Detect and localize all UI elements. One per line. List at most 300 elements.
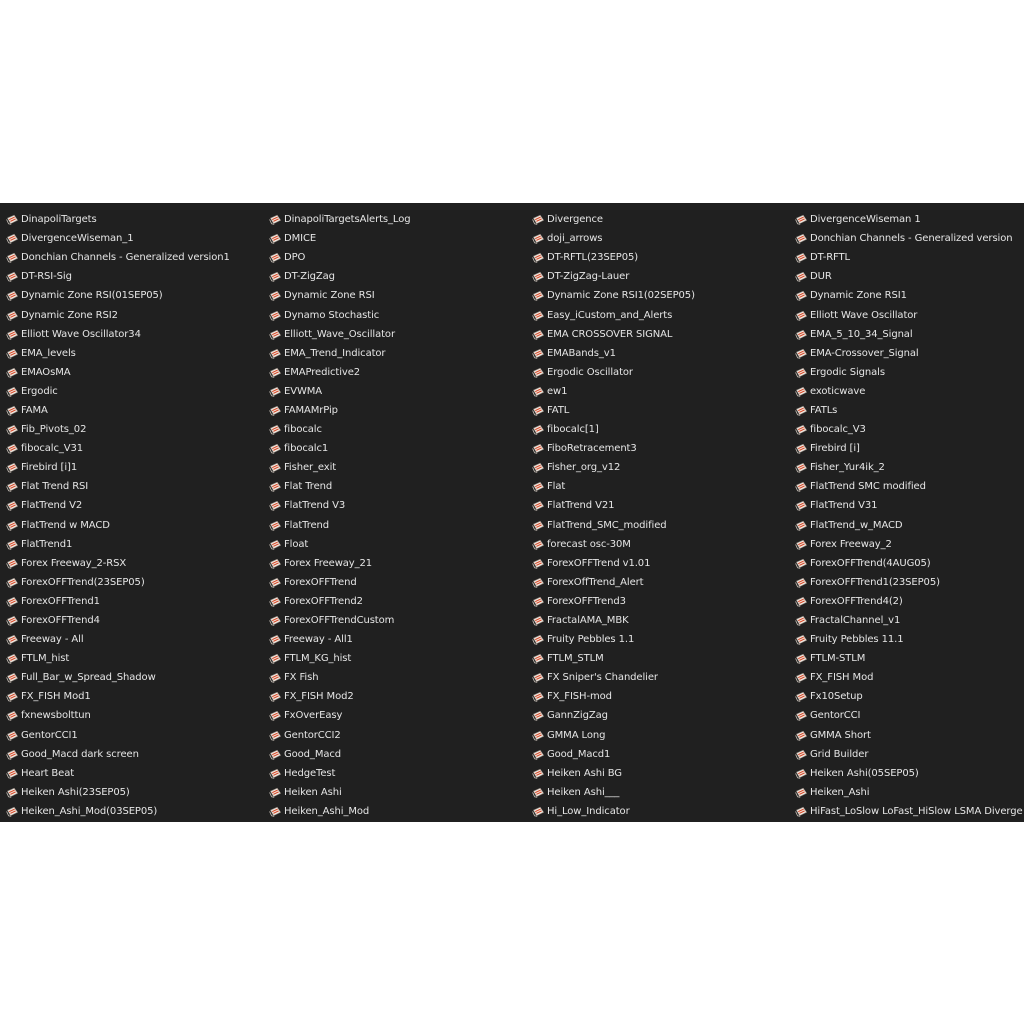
file-item[interactable] bbox=[532, 573, 795, 592]
file-item[interactable] bbox=[6, 668, 269, 687]
mq4-file-icon bbox=[269, 405, 282, 416]
file-item[interactable] bbox=[6, 726, 269, 745]
mq4-file-icon bbox=[795, 462, 808, 473]
file-item[interactable] bbox=[795, 286, 1024, 305]
mq4-file-icon bbox=[795, 806, 808, 817]
file-name: DinapoliTargets bbox=[21, 214, 97, 226]
file-item[interactable] bbox=[6, 706, 269, 725]
file-name: Ergodic Signals bbox=[810, 366, 885, 378]
mq4-file-icon bbox=[532, 405, 545, 416]
mq4-file-icon bbox=[6, 672, 19, 683]
file-name: Good_Macd dark screen bbox=[21, 748, 139, 760]
file-item[interactable] bbox=[532, 477, 795, 496]
file-item[interactable] bbox=[532, 305, 795, 324]
file-name: GentorCCI1 bbox=[21, 729, 78, 741]
mq4-file-icon bbox=[6, 310, 19, 321]
file-item[interactable] bbox=[6, 458, 269, 477]
file-name: ForexOFFTrend v1.01 bbox=[547, 557, 651, 569]
file-name: FlatTrend V21 bbox=[547, 500, 615, 512]
file-name: GannZigZag bbox=[547, 710, 608, 722]
file-name: ForexOFFTrend1 bbox=[21, 595, 100, 607]
file-item[interactable] bbox=[269, 764, 532, 783]
file-item[interactable] bbox=[795, 363, 1024, 382]
file-item[interactable] bbox=[795, 554, 1024, 573]
file-item[interactable] bbox=[795, 496, 1024, 515]
file-item[interactable] bbox=[795, 516, 1024, 535]
mq4-file-icon bbox=[269, 233, 282, 244]
mq4-file-icon bbox=[6, 768, 19, 779]
file-item[interactable] bbox=[532, 706, 795, 725]
mq4-file-icon bbox=[795, 768, 808, 779]
file-name: Freeway - All1 bbox=[284, 634, 353, 646]
mq4-file-icon bbox=[269, 481, 282, 492]
mq4-file-icon bbox=[6, 749, 19, 760]
mq4-file-icon bbox=[269, 443, 282, 454]
mq4-file-icon bbox=[6, 252, 19, 263]
file-item[interactable] bbox=[795, 305, 1024, 324]
file-name: EMA_Trend_Indicator bbox=[284, 347, 386, 359]
mq4-file-icon bbox=[269, 710, 282, 721]
mq4-file-icon bbox=[532, 233, 545, 244]
file-item[interactable] bbox=[269, 458, 532, 477]
mq4-file-icon bbox=[6, 481, 19, 492]
mq4-file-icon bbox=[269, 329, 282, 340]
file-item[interactable] bbox=[6, 687, 269, 706]
mq4-file-icon bbox=[6, 691, 19, 702]
mq4-file-icon bbox=[795, 596, 808, 607]
file-name: forecast osc-30M bbox=[547, 538, 631, 550]
mq4-file-icon bbox=[532, 787, 545, 798]
mq4-file-icon bbox=[795, 691, 808, 702]
file-item[interactable] bbox=[269, 267, 532, 286]
file-name: FX_FISH Mod1 bbox=[21, 691, 91, 703]
mq4-file-icon bbox=[6, 539, 19, 550]
mq4-file-icon bbox=[532, 539, 545, 550]
file-item[interactable] bbox=[532, 210, 795, 229]
mq4-file-icon bbox=[532, 577, 545, 588]
file-item[interactable] bbox=[795, 229, 1024, 248]
file-name: HiFast_LoSlow LoFast_HiSlow LSMA Diverge bbox=[810, 805, 1023, 817]
mq4-file-icon bbox=[532, 615, 545, 626]
file-name: DT-RFTL(23SEP05) bbox=[547, 252, 639, 264]
mq4-file-icon bbox=[795, 348, 808, 359]
file-item[interactable] bbox=[6, 802, 269, 821]
mq4-file-icon bbox=[532, 520, 545, 531]
file-name: Heart Beat bbox=[21, 767, 75, 779]
mq4-file-icon bbox=[795, 730, 808, 741]
mq4-file-icon bbox=[795, 634, 808, 645]
file-name: FX Fish bbox=[284, 672, 319, 684]
file-name: Good_Macd1 bbox=[547, 748, 611, 760]
file-item[interactable] bbox=[6, 325, 269, 344]
file-item[interactable] bbox=[6, 783, 269, 802]
file-item[interactable] bbox=[795, 477, 1024, 496]
file-name: Fisher_exit bbox=[284, 462, 337, 474]
file-item[interactable] bbox=[532, 649, 795, 668]
file-name: FX Sniper's Chandelier bbox=[547, 672, 658, 684]
file-item[interactable] bbox=[269, 344, 532, 363]
file-item[interactable] bbox=[269, 554, 532, 573]
file-item[interactable] bbox=[795, 649, 1024, 668]
file-item[interactable] bbox=[795, 439, 1024, 458]
file-name: Fx10Setup bbox=[810, 691, 863, 703]
mq4-file-icon bbox=[532, 290, 545, 301]
file-item[interactable] bbox=[532, 726, 795, 745]
mq4-file-icon bbox=[532, 558, 545, 569]
file-name: Heiken Ashi(23SEP05) bbox=[21, 786, 130, 798]
file-item[interactable] bbox=[532, 229, 795, 248]
file-item[interactable] bbox=[532, 344, 795, 363]
mq4-file-icon bbox=[6, 500, 19, 511]
mq4-file-icon bbox=[6, 348, 19, 359]
file-name: EMAOsMA bbox=[21, 366, 71, 378]
file-item[interactable] bbox=[269, 496, 532, 515]
file-item[interactable] bbox=[6, 611, 269, 630]
mq4-file-icon bbox=[532, 768, 545, 779]
file-item[interactable] bbox=[269, 286, 532, 305]
file-item[interactable] bbox=[532, 401, 795, 420]
file-item[interactable] bbox=[269, 649, 532, 668]
file-name: FATLs bbox=[810, 404, 838, 416]
file-item[interactable] bbox=[6, 286, 269, 305]
mq4-file-icon bbox=[532, 252, 545, 263]
file-item[interactable] bbox=[6, 363, 269, 382]
file-item[interactable] bbox=[269, 611, 532, 630]
file-item[interactable] bbox=[532, 420, 795, 439]
file-name: fibocalc1 bbox=[284, 443, 329, 455]
file-item[interactable] bbox=[6, 516, 269, 535]
file-item[interactable] bbox=[6, 305, 269, 324]
file-item[interactable] bbox=[532, 382, 795, 401]
mq4-file-icon bbox=[795, 290, 808, 301]
file-item[interactable] bbox=[532, 783, 795, 802]
file-item[interactable] bbox=[6, 210, 269, 229]
file-item[interactable] bbox=[269, 573, 532, 592]
file-item[interactable] bbox=[795, 401, 1024, 420]
file-name: EMA_levels bbox=[21, 347, 76, 359]
file-item[interactable] bbox=[269, 783, 532, 802]
file-item[interactable] bbox=[6, 439, 269, 458]
mq4-file-icon bbox=[795, 329, 808, 340]
file-item[interactable] bbox=[6, 573, 269, 592]
file-name: Dynamic Zone RSI bbox=[284, 290, 375, 302]
file-item[interactable] bbox=[269, 420, 532, 439]
file-name: DivergenceWiseman 1 bbox=[810, 214, 921, 226]
mq4-file-icon bbox=[795, 214, 808, 225]
file-name: GMMA Short bbox=[810, 729, 871, 741]
file-name: FractalChannel_v1 bbox=[810, 615, 901, 627]
file-item[interactable] bbox=[795, 592, 1024, 611]
file-item[interactable] bbox=[532, 439, 795, 458]
mq4-file-icon bbox=[6, 290, 19, 301]
mq4-file-icon bbox=[6, 577, 19, 588]
file-name: DivergenceWiseman_1 bbox=[21, 233, 134, 245]
file-item[interactable] bbox=[532, 516, 795, 535]
file-name: exoticwave bbox=[810, 385, 866, 397]
file-item[interactable] bbox=[795, 706, 1024, 725]
file-name: FTLM_hist bbox=[21, 653, 70, 665]
file-item[interactable] bbox=[269, 630, 532, 649]
file-item[interactable] bbox=[6, 401, 269, 420]
mq4-file-icon bbox=[6, 596, 19, 607]
mq4-file-icon bbox=[532, 386, 545, 397]
file-item[interactable] bbox=[532, 496, 795, 515]
file-item[interactable] bbox=[6, 649, 269, 668]
file-item[interactable] bbox=[269, 325, 532, 344]
file-item[interactable] bbox=[269, 745, 532, 764]
file-item[interactable] bbox=[532, 458, 795, 477]
file-item[interactable] bbox=[6, 630, 269, 649]
file-name: DMICE bbox=[284, 233, 317, 245]
file-item[interactable] bbox=[269, 592, 532, 611]
mq4-file-icon bbox=[269, 500, 282, 511]
mq4-file-icon bbox=[795, 615, 808, 626]
mq4-file-icon bbox=[269, 539, 282, 550]
mq4-file-icon bbox=[269, 634, 282, 645]
file-name: Fisher_Yur4ik_2 bbox=[810, 462, 885, 474]
file-name: GMMA Long bbox=[547, 729, 606, 741]
file-name: FX_FISH Mod bbox=[810, 672, 874, 684]
file-item[interactable] bbox=[532, 286, 795, 305]
file-name: fibocalc_V3 bbox=[810, 424, 866, 436]
file-item[interactable] bbox=[6, 344, 269, 363]
file-name: GentorCCI2 bbox=[284, 729, 341, 741]
file-name: FATL bbox=[547, 404, 570, 416]
file-item[interactable] bbox=[269, 305, 532, 324]
mq4-file-icon bbox=[532, 367, 545, 378]
mq4-file-icon bbox=[269, 252, 282, 263]
mq4-file-icon bbox=[795, 233, 808, 244]
file-name: FTLM_KG_hist bbox=[284, 653, 352, 665]
file-name: Firebird [i] bbox=[810, 443, 860, 455]
file-item[interactable] bbox=[795, 420, 1024, 439]
mq4-file-icon bbox=[532, 806, 545, 817]
mq4-file-icon bbox=[269, 348, 282, 359]
file-name: FAMA bbox=[21, 404, 48, 416]
mq4-file-icon bbox=[795, 443, 808, 454]
mq4-file-icon bbox=[795, 558, 808, 569]
file-name: Dynamic Zone RSI1(02SEP05) bbox=[547, 290, 695, 302]
file-item[interactable] bbox=[269, 229, 532, 248]
file-name: DT-RFTL bbox=[810, 252, 851, 264]
file-name: Hi_Low_Indicator bbox=[547, 805, 630, 817]
file-name: Forex Freeway_2 bbox=[810, 538, 892, 550]
file-name: Heiken_Ashi_Mod bbox=[284, 805, 370, 817]
file-item[interactable] bbox=[532, 363, 795, 382]
mq4-file-icon bbox=[795, 500, 808, 511]
file-item[interactable] bbox=[795, 267, 1024, 286]
file-name: Heiken Ashi___ bbox=[547, 786, 620, 798]
mq4-file-icon bbox=[269, 577, 282, 588]
mq4-file-icon bbox=[6, 367, 19, 378]
file-item[interactable] bbox=[6, 535, 269, 554]
file-item[interactable] bbox=[795, 382, 1024, 401]
file-item[interactable] bbox=[6, 248, 269, 267]
file-item[interactable] bbox=[269, 477, 532, 496]
file-item[interactable] bbox=[532, 630, 795, 649]
file-item[interactable] bbox=[269, 726, 532, 745]
file-item[interactable] bbox=[532, 687, 795, 706]
mq4-file-icon bbox=[269, 214, 282, 225]
mq4-file-icon bbox=[6, 520, 19, 531]
file-item[interactable] bbox=[269, 535, 532, 554]
mq4-file-icon bbox=[269, 691, 282, 702]
file-item[interactable] bbox=[6, 592, 269, 611]
mq4-file-icon bbox=[532, 329, 545, 340]
file-name: Fib_Pivots_02 bbox=[21, 424, 87, 436]
file-name: Divergence bbox=[547, 214, 603, 226]
file-name: Full_Bar_w_Spread_Shadow bbox=[21, 672, 156, 684]
file-item[interactable] bbox=[6, 420, 269, 439]
file-item[interactable] bbox=[532, 802, 795, 821]
file-item[interactable] bbox=[269, 363, 532, 382]
file-item[interactable] bbox=[532, 592, 795, 611]
file-item[interactable] bbox=[269, 516, 532, 535]
file-name: Heiken Ashi(05SEP05) bbox=[810, 767, 919, 779]
file-name: DT-ZigZag-Lauer bbox=[547, 271, 630, 283]
file-item[interactable] bbox=[795, 344, 1024, 363]
file-item[interactable] bbox=[795, 802, 1024, 821]
file-item[interactable] bbox=[795, 783, 1024, 802]
mq4-file-icon bbox=[795, 749, 808, 760]
file-name: FlatTrend V3 bbox=[284, 500, 346, 512]
mq4-file-icon bbox=[532, 710, 545, 721]
file-item[interactable] bbox=[269, 248, 532, 267]
file-name: DinapoliTargetsAlerts_Log bbox=[284, 214, 411, 226]
file-item[interactable] bbox=[532, 535, 795, 554]
file-item[interactable] bbox=[795, 764, 1024, 783]
mq4-file-icon bbox=[6, 424, 19, 435]
file-item[interactable] bbox=[795, 458, 1024, 477]
file-item[interactable] bbox=[269, 668, 532, 687]
file-item[interactable] bbox=[269, 706, 532, 725]
mq4-file-icon bbox=[269, 806, 282, 817]
file-item[interactable] bbox=[795, 745, 1024, 764]
file-item[interactable] bbox=[269, 802, 532, 821]
file-item[interactable] bbox=[6, 229, 269, 248]
mq4-file-icon bbox=[6, 462, 19, 473]
mq4-file-icon bbox=[269, 730, 282, 741]
file-item[interactable] bbox=[795, 668, 1024, 687]
mq4-file-icon bbox=[795, 481, 808, 492]
mq4-file-icon bbox=[269, 768, 282, 779]
file-item[interactable] bbox=[795, 726, 1024, 745]
file-name: doji_arrows bbox=[547, 233, 603, 245]
file-item[interactable] bbox=[269, 382, 532, 401]
file-name: Flat Trend RSI bbox=[21, 481, 89, 493]
file-item[interactable] bbox=[6, 382, 269, 401]
file-item[interactable] bbox=[795, 325, 1024, 344]
file-name: FlatTrend V2 bbox=[21, 500, 83, 512]
file-item[interactable] bbox=[532, 325, 795, 344]
file-item[interactable] bbox=[6, 496, 269, 515]
mq4-file-icon bbox=[6, 787, 19, 798]
file-item[interactable] bbox=[795, 687, 1024, 706]
mq4-file-icon bbox=[795, 653, 808, 664]
file-name: ForexOFFTrend4 bbox=[21, 615, 100, 627]
mq4-file-icon bbox=[6, 558, 19, 569]
file-name: EMABands_v1 bbox=[547, 347, 616, 359]
file-name: Easy_iCustom_and_Alerts bbox=[547, 309, 673, 321]
file-item[interactable] bbox=[6, 477, 269, 496]
file-name: Ergodic Oscillator bbox=[547, 366, 633, 378]
file-grid bbox=[6, 210, 1024, 821]
file-item[interactable] bbox=[532, 611, 795, 630]
file-item[interactable] bbox=[795, 611, 1024, 630]
mq4-file-icon bbox=[795, 252, 808, 263]
file-name: Dynamo Stochastic bbox=[284, 309, 380, 321]
mq4-file-icon bbox=[532, 443, 545, 454]
file-item[interactable] bbox=[269, 401, 532, 420]
mq4-file-icon bbox=[532, 596, 545, 607]
file-item[interactable] bbox=[269, 210, 532, 229]
mq4-file-icon bbox=[532, 424, 545, 435]
file-name: FlatTrend V31 bbox=[810, 500, 878, 512]
file-name: Fruity Pebbles 11.1 bbox=[810, 634, 904, 646]
file-name: Dynamic Zone RSI2 bbox=[21, 309, 118, 321]
mq4-file-icon bbox=[795, 787, 808, 798]
mq4-file-icon bbox=[269, 290, 282, 301]
file-name: FiboRetracement3 bbox=[547, 443, 637, 455]
file-name: FTLM-STLM bbox=[810, 653, 866, 665]
file-item[interactable] bbox=[795, 630, 1024, 649]
mq4-file-icon bbox=[269, 424, 282, 435]
mq4-file-icon bbox=[269, 749, 282, 760]
mq4-file-icon bbox=[269, 462, 282, 473]
file-name: Heiken Ashi BG bbox=[547, 767, 622, 779]
file-name: Donchian Channels - Generalized version1 bbox=[21, 252, 230, 264]
file-name: Freeway - All bbox=[21, 634, 84, 646]
mq4-file-icon bbox=[6, 214, 19, 225]
file-item[interactable] bbox=[532, 745, 795, 764]
file-name: Elliott Wave Oscillator34 bbox=[21, 328, 141, 340]
file-name: FlatTrend_w_MACD bbox=[810, 519, 903, 531]
file-item[interactable] bbox=[269, 687, 532, 706]
file-item[interactable] bbox=[269, 439, 532, 458]
file-name: ForexOFFTrend bbox=[284, 576, 357, 588]
file-name: EVWMA bbox=[284, 385, 323, 397]
file-item[interactable] bbox=[795, 248, 1024, 267]
file-name: Grid Builder bbox=[810, 748, 869, 760]
file-name: ForexOFFTrend3 bbox=[547, 595, 626, 607]
file-item[interactable] bbox=[6, 267, 269, 286]
file-item[interactable] bbox=[6, 764, 269, 783]
mq4-file-icon bbox=[795, 367, 808, 378]
mq4-file-icon bbox=[795, 405, 808, 416]
mq4-file-icon bbox=[532, 672, 545, 683]
file-name: FlatTrend_SMC_modified bbox=[547, 519, 667, 531]
mq4-file-icon bbox=[6, 806, 19, 817]
file-name: FlatTrend bbox=[284, 519, 330, 531]
file-item[interactable] bbox=[795, 210, 1024, 229]
file-item[interactable] bbox=[532, 267, 795, 286]
file-item[interactable] bbox=[532, 668, 795, 687]
file-name: Heiken_Ashi bbox=[810, 786, 870, 798]
file-name: Heiken Ashi bbox=[284, 786, 342, 798]
file-name: EMA CROSSOVER SIGNAL bbox=[547, 328, 673, 340]
file-item[interactable] bbox=[6, 745, 269, 764]
file-item[interactable] bbox=[532, 554, 795, 573]
file-item[interactable] bbox=[795, 535, 1024, 554]
file-name: Float bbox=[284, 538, 309, 550]
mq4-file-icon bbox=[269, 520, 282, 531]
file-item[interactable] bbox=[795, 573, 1024, 592]
file-item[interactable] bbox=[532, 764, 795, 783]
file-item[interactable] bbox=[532, 248, 795, 267]
file-item[interactable] bbox=[6, 554, 269, 573]
file-name: Flat bbox=[547, 481, 566, 493]
file-name: FlatTrend SMC modified bbox=[810, 481, 926, 493]
